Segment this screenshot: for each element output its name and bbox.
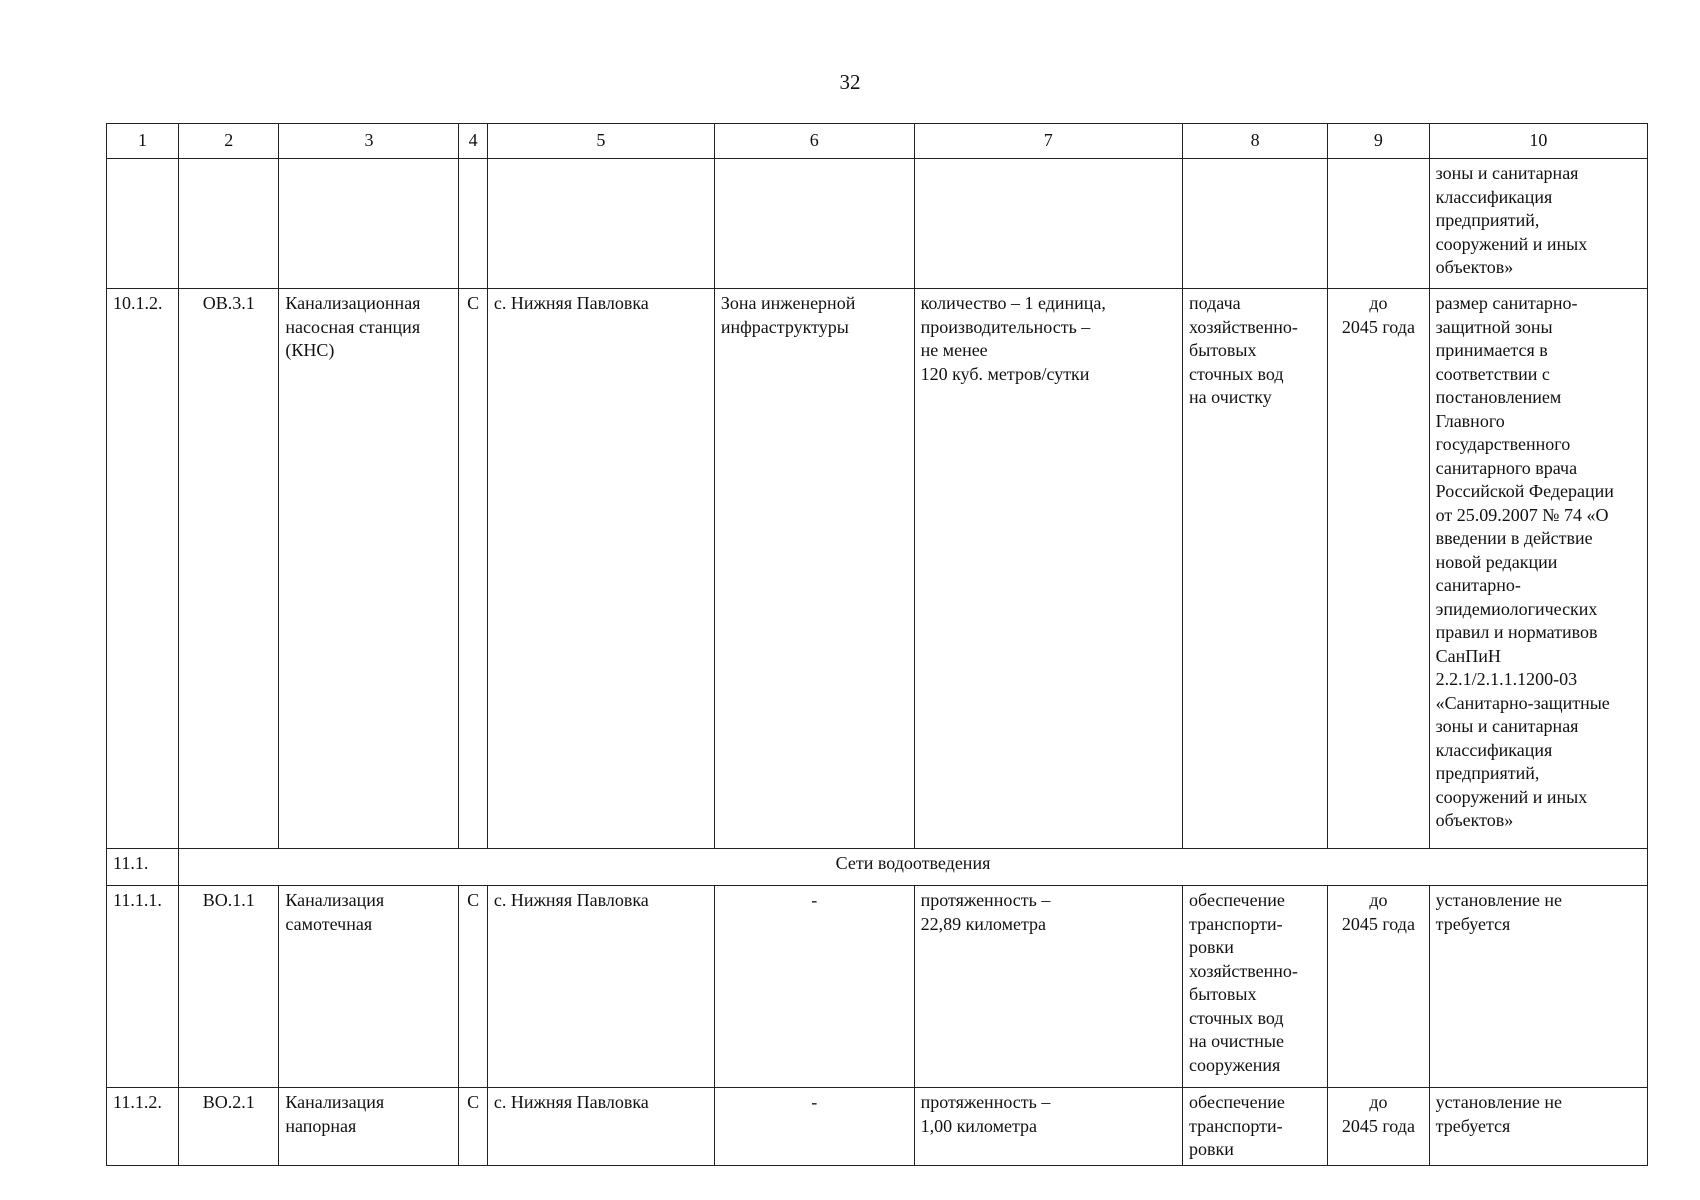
cell-text-line: Российской Федерации — [1435, 481, 1614, 501]
table-header-row — [107, 124, 1648, 159]
cell-text-line: транспорти- — [1189, 1115, 1283, 1136]
cell-text-line: введении в действие — [1435, 528, 1593, 548]
cell-text-line: 2.2.1/2.1.1.1200-03 — [1435, 669, 1578, 689]
cell-text-line: обеспечение — [1189, 890, 1285, 910]
cell-text-line: 2045 года — [1341, 913, 1415, 934]
continuation-row — [107, 159, 1648, 289]
object-purpose — [1183, 289, 1328, 849]
cell-text-line: до — [1369, 1092, 1388, 1112]
table-row-10-1-2 — [107, 289, 1648, 849]
cell-text-line: протяженность – — [920, 890, 1051, 910]
objects-table — [106, 123, 1648, 1166]
column-header-1: 1 — [107, 124, 179, 159]
cell-text-line: на очистку — [1189, 387, 1272, 407]
cell-text-line: эпидемиологических — [1435, 598, 1598, 619]
cell-text-line: инфраструктуры — [720, 316, 849, 337]
object-status: С — [459, 289, 487, 849]
cell-text-line: постановлением — [1435, 387, 1562, 407]
cell-text-line: классификация — [1435, 739, 1553, 760]
column-header-3: 3 — [279, 124, 459, 159]
cell-text-line: санитарного врача — [1435, 457, 1578, 478]
cell-text-line: сооружений и иных — [1435, 786, 1588, 807]
cell-text-line: протяженность – — [920, 1092, 1051, 1112]
zones-cell — [1429, 159, 1647, 289]
cell-text-line: на очистные — [1189, 1031, 1284, 1051]
implementation-term — [1328, 289, 1429, 849]
cell-text-line: самотечная — [285, 913, 373, 934]
page-number: 32 — [839, 70, 861, 94]
cell-text-line: 120 куб. метров/сутки — [920, 363, 1090, 384]
object-characteristics — [914, 886, 1182, 1088]
functional-zone: - — [714, 886, 914, 1088]
cell-text-line: зоны и санитарная — [1435, 163, 1579, 183]
object-code: ОВ.3.1 — [179, 289, 279, 849]
table-row-11-1-1 — [107, 886, 1648, 1088]
table-row-11-1-2 — [107, 1088, 1648, 1166]
cell-text-line: СанПиН — [1435, 645, 1501, 666]
cell-text-line: бытовых — [1189, 340, 1257, 360]
cell-text-line: 22,89 километра — [920, 913, 1047, 934]
cell-text-line: не менее — [920, 340, 988, 360]
object-name — [279, 886, 459, 1088]
cell-text-line: до — [1369, 293, 1388, 313]
cell-text-line: сооружения — [1189, 1054, 1281, 1075]
cell-text-line: защитной зоны — [1435, 316, 1553, 337]
column-header-6: 6 — [714, 124, 914, 159]
cell-text-line: «Санитарно-защитные — [1435, 692, 1610, 713]
cell-text-line: зоны и санитарная — [1435, 716, 1579, 736]
cell-text-line: производительность – — [920, 316, 1091, 337]
column-header-8: 8 — [1183, 124, 1328, 159]
cell-text-line: объектов» — [1435, 257, 1514, 277]
object-location: с. Нижняя Павловка — [487, 886, 714, 1088]
cell-text-line: государственного — [1435, 434, 1571, 454]
cell-text-line: сооружений и иных — [1435, 233, 1588, 254]
cell-text-line: Канализация — [285, 890, 385, 910]
cell-text-line: предприятий, — [1435, 763, 1540, 783]
cell-text-line: установление не — [1435, 1092, 1562, 1112]
object-location: с. Нижняя Павловка — [487, 289, 714, 849]
cell-text-line: напорная — [285, 1115, 357, 1136]
cell-text-line: от 25.09.2007 № 74 «О — [1435, 504, 1609, 525]
object-name — [279, 289, 459, 849]
object-purpose — [1183, 1088, 1328, 1166]
object-characteristics — [914, 1088, 1182, 1166]
row-number: 11.1.1. — [107, 886, 179, 1088]
section-title: Сети водоотведения — [179, 849, 1648, 886]
restricted-zones — [1429, 289, 1647, 849]
cell-text-line: транспорти- — [1189, 913, 1283, 934]
functional-zone — [714, 289, 914, 849]
row-number: 11.1.2. — [107, 1088, 179, 1166]
section-number: 11.1. — [107, 849, 179, 886]
cell-text-line: ровки — [1189, 937, 1234, 957]
cell-text-line: сточных вод — [1189, 363, 1284, 384]
cell-text-line: Канализация — [285, 1092, 385, 1112]
cell-text-line: установление не — [1435, 890, 1562, 910]
cell-text-line: сточных вод — [1189, 1007, 1284, 1028]
cell-text-line: до — [1369, 890, 1388, 910]
cell-text-line: санитарно- — [1435, 575, 1521, 595]
cell-text-line: (КНС) — [285, 340, 335, 360]
column-header-9: 9 — [1328, 124, 1429, 159]
cell-text-line: Зона инженерной — [720, 293, 856, 313]
section-row-11-1 — [107, 849, 1648, 886]
cell-text-line: правил и нормативов — [1435, 622, 1598, 642]
column-header-7: 7 — [914, 124, 1182, 159]
cell-text-line: размер санитарно- — [1435, 293, 1578, 313]
cell-text-line: принимается в — [1435, 340, 1548, 360]
restricted-zones — [1429, 1088, 1647, 1166]
cell-text-line: бытовых — [1189, 984, 1257, 1004]
column-header-10: 10 — [1429, 124, 1647, 159]
cell-text-line: соответствии с — [1435, 363, 1550, 384]
column-header-2: 2 — [179, 124, 279, 159]
cell-text-line: классификация — [1435, 186, 1553, 207]
row-number: 10.1.2. — [107, 289, 179, 849]
cell-text-line: новой редакции — [1435, 551, 1558, 572]
cell-text-line: Главного — [1435, 410, 1505, 431]
restricted-zones — [1429, 886, 1647, 1088]
cell-text-line: 2045 года — [1341, 316, 1415, 337]
cell-text-line: подача — [1189, 293, 1241, 313]
cell-text-line: 2045 года — [1341, 1115, 1415, 1136]
cell-text-line: объектов» — [1435, 810, 1514, 830]
object-name — [279, 1088, 459, 1166]
cell-text-line: требуется — [1435, 1115, 1511, 1136]
column-header-5: 5 — [487, 124, 714, 159]
cell-text-line: количество – 1 единица, — [920, 293, 1106, 313]
cell-text-line: предприятий, — [1435, 210, 1540, 230]
object-status: С — [459, 886, 487, 1088]
column-header-4: 4 — [459, 124, 487, 159]
cell-text-line: хозяйственно- — [1189, 316, 1298, 337]
object-characteristics — [914, 289, 1182, 849]
cell-text-line: Канализационная — [285, 293, 421, 313]
functional-zone: - — [714, 1088, 914, 1166]
cell-text-line: 1,00 километра — [920, 1115, 1038, 1136]
implementation-term — [1328, 1088, 1429, 1166]
cell-text-line: обеспечение — [1189, 1092, 1285, 1112]
object-location: с. Нижняя Павловка — [487, 1088, 714, 1166]
object-purpose — [1183, 886, 1328, 1088]
cell-text-line: насосная станция — [285, 316, 421, 337]
cell-text-line: ровки — [1189, 1139, 1234, 1159]
cell-text-line: требуется — [1435, 913, 1511, 934]
object-code: ВО.2.1 — [179, 1088, 279, 1166]
object-code: ВО.1.1 — [179, 886, 279, 1088]
implementation-term — [1328, 886, 1429, 1088]
cell-text-line: хозяйственно- — [1189, 960, 1298, 981]
object-status: С — [459, 1088, 487, 1166]
